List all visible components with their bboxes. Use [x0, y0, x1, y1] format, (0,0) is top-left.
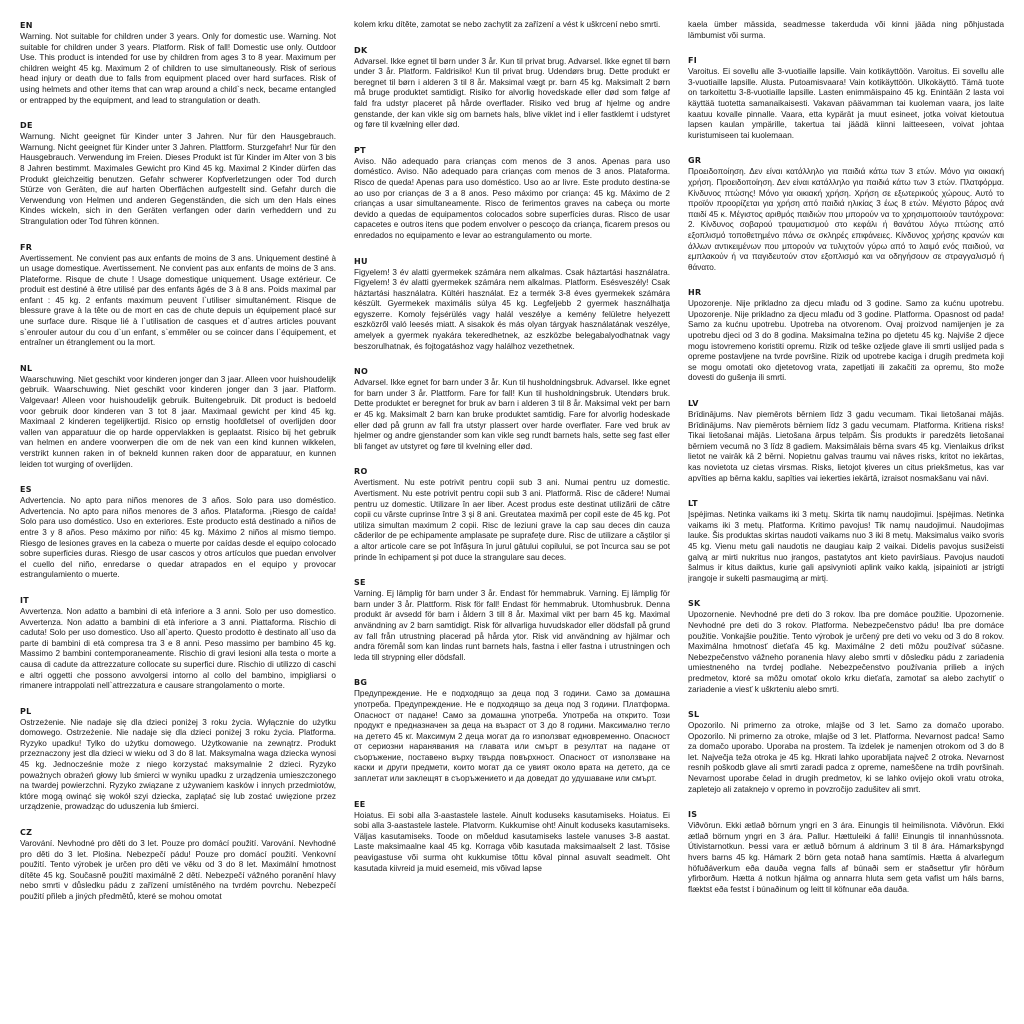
warning-text: Varování. Nevhodné pro děti do 3 let. Pouze pro domácí použití. Varování. Nevhodné pro děti do 3 let. Plošina. Nebezpečí pádu! Pouze pro domácí použití. Venkovní použití. Tento výrobek je určen pro děti ve věku od 3 do 8 let. Maximální hmotnost dítěte 45 kg. Současně použití maximálně 2 dětí. Nebezpečí vážného poranění hlavy nebo smrti v důsledku pádu z zařízení umístěného na tvrdém povrchu. Nebezpečí použití přileb a jiných předmětů, které se mohou omotat	[20, 839, 336, 901]
warning-text: Hoiatus. Ei sobi alla 3-aastastele lastele. Ainult koduseks kasutamiseks. Hoiatus. Ei sobi alla 3-aastastele lastele. Platvorm. Kukkumise oht! Ainult koduseks kasutamiseks. Väljas kasutamiseks. Toode on mõeldud kasutamiseks lastele vanuses 3-8 aastat. Laste maksimaalne kaal 45 kg. Korraga võib kasutada maksimaalselt 2 last. Tõsise peavigastuse või surma oht kukkumise tõttu kõval pinnal asuvalt seadmelt. Oht kasutada kiivreid ja muid esemeid, mis võivad lapse	[354, 810, 670, 873]
warning-text: kaela ümber mässida, seadmesse takerduda või kinni jääda ning põhjustada lämbumist või surma.	[688, 20, 1004, 40]
language-code: BG	[354, 678, 368, 688]
warning-text: Avertissement. Ne convient pas aux enfants de moins de 3 ans. Uniquement destiné à un usage domestique. Avertissement. Ne convient pas aux enfants de moins de 3 ans. Plateforme. Risque de chute ! Usage domestique uniquement. Usage extérieur. Ce produit est destiné à être utilisé par des enfants âgés de 3 à 8 ans. Poids maximal par enfant : 45 kg. 2 enfants maximum peuvent l`utiliser simultanément. Risque de blessure grave à la tête ou de mort en cas de chute depuis un équipement placé sur une surface dure. Risque lié à l`utilisation de casques et d`autres articles pouvant s`enrouler autour du cou d`un enfant, s`emmêler ou se coincer dans l`équipement, et entraîner un étranglement ou la mort.	[20, 253, 336, 348]
language-code: DK	[354, 45, 368, 55]
language-code: FR	[20, 242, 33, 252]
language-code: SK	[688, 599, 701, 609]
warning-block-de	[20, 120, 336, 227]
language-code: HU	[354, 256, 368, 266]
warning-text: kolem krku dítěte, zamotat se nebo zachytit za zařízení a vést k uškrcení nebo smrti.	[354, 20, 661, 29]
warning-block-lv	[688, 398, 1004, 484]
warning-text: Brīdinājums. Nav piemērots bērniem līdz 3 gadu vecumam. Tikai lietošanai mājās. Brīdinājums. Nav piemērots bērniem līdz 3 gadu vecumam. Platforma. Kritiena risks! Tikai lietošanai mājās. Lietošana ārpus telpām. Šis produkts ir paredzēts lietošanai bērniem vecumā no 3 līdz 8 gadiem. Maksimālais bērna svars 45 kg. Vienlaikus drīkst lietot ne vairāk kā 2 bērni. Nopietnu galvas traumu vai nāves risks, kritot no iekārtas, kas novietota uz cietas virsmas. Risks, lietojot ķiveres un citus priekšmetus, kas var apvīties ap bērna kaklu, sapīties vai iekerties iekārtā, izraisot nosmakšanu vai nāvi.	[688, 410, 1004, 483]
warning-block-sl	[688, 709, 1004, 795]
warning-text: Upozorenje. Nije prikladno za djecu mlađu od 3 godine. Samo za kućnu upotrebu. Upozorenje. Nije prikladno za djecu mlađu od 3 godine. Platforma. Opasnost od pada! Samo za kućnu upotrebu. Upotreba na otvorenom. Ovaj proizvod namijenjen je za upotrebu djeci od 3 do 8 godina. Maksimalna težina po djetetu 45 kg. Najviše 2 djece mogu istovremeno koristiti opremu. Rizik od teške ozljede glave ili smrti uslijed pada s opreme postavljene na tvrde površine. Rizik od upotrebe kaciga i drugih predmeta koji se mogu omotati oko djetetovog vrata, zapetljati ili zakačiti za opremu, što može dovesti do gušenja ili smrti.	[688, 299, 1004, 383]
language-code: LT	[688, 499, 698, 509]
warning-text: Warnung. Nicht geeignet für Kinder unter 3 Jahren. Nur für den Hausgebrauch. Warnung. Nicht geeignet für Kinder unter 3 Jahren. Plattform. Sturzgefahr! Nur für den Hausgebrauch. Verwendung im Freien. Dieses Produkt ist für Kinder im Alter von 3 bis 8 Jahren bestimmt. Maximales Gewicht pro Kind 45 kg. Maximal 2 Kinder dürfen das Produkt gleichzeitig benutzen. Gefahr schwerer Kopfverletzungen oder Tod durch Stürze von Geräten, die auf harten Oberflächen aufgestellt sind. Gefahr durch die Verwendung von Helmen und anderen Gegenständen, die sich um den Hals eines Kindes wickeln, sich in den Geräten verfangen oder darin verheddern und zu Strangulation oder Tod führen können.	[20, 132, 336, 226]
language-code: CZ	[20, 828, 33, 838]
warning-text: Upozornenie. Nevhodné pre deti do 3 rokov. Iba pre domáce použitie. Upozornenie. Nevhodné pre deti do 3 rokov. Platforma. Nebezpečenstvo pádu! Iba pre domáce použitie. Vonkajšie použitie. Tento výrobok je určený pre deti vo veku od 3 do 8 rokov. Maximálna hmotnosť dieťaťa 45 kg. Maximálne 2 deti môžu používať súčasne. Nebezpečenstvo vážneho poranenia hlavy alebo smrti v dôsledku pádu z zariadenia umiestneného na tvrdej podlahe. Nebezpečenstvo používania prilieb a iných predmetov, ktoré sa môžu omotať okolo krku dieťaťa, zamotať sa alebo zachytiť o zariadenie a viesť k uškrteniu alebo smrti.	[688, 610, 1004, 694]
warning-text: Ostrzeżenie. Nie nadaje się dla dzieci poniżej 3 roku życia. Wyłącznie do użytku domowego. Ostrzeżenie. Nie nadaje się dla dzieci poniżej 3 roku życia. Platforma. Ryzyko upadku! Tylko do użytku domowego. Użytkowanie na zewnątrz. Produkt przeznaczony jest dla dzieci w wieku od 3 do 8 lat. Maksymalna waga dziecka wynosi 45 kg. Jednocześnie może z niego korzystać maksymalnie 2 dzieci. Ryzyko poważnych obrażeń głowy lub śmierci w wyniku upadku z urządzenia umieszczonego na twardej powierzchni. Ryzyko związane z używaniem kasków i innych przedmiotów, które mogą owinąć się wokół szyi dziecka, zaplątać się lub zostać uwięzione przez urządzenie, prowadząc do uduszenia lub śmierci.	[20, 717, 336, 812]
warning-block-pt	[354, 145, 670, 242]
warning-block-continued	[688, 20, 1004, 41]
warning-text: Warning. Not suitable for children under 3 years. Only for domestic use. Warning. Not suitable for children under 3 years. Platform. Risk of fall! Domestic use only. Outdoor Use. This product is intended for use by children from ages 3 to 8 year. Maximum per children weight 45 kg. Maximum 2 of children to use simultaneously. Risk of serious head injury or death due to falls from equipment placed over hard surfaces. Risk of using helmets and other items that can wrap around a child`s neck, became entangled or entrapped by the equipment, and lead to strangulation or death.	[20, 32, 336, 105]
warning-block-bg	[354, 677, 670, 784]
warning-text: Varning. Ej lämplig för barn under 3 år. Endast för hemmabruk. Varning. Ej lämplig för barn under 3 år. Plattform. Risk för fall! Endast för hemmabruk. Utomhusbruk. Denna produkt är avsedd för barn i åldern 3 till 8 år. Maximal vikt per barn 45 kg. Maximal användning av 2 barn samtidigt. Risk för allvarliga huvudskador eller dödsfall på grund av fall från utrustning placerad på hårda ytor. Risk vid användning av hjälmar och andra föremål som kan lindas runt barnets hals, fastna i eller fastna i utrustningen och leda till strypning eller dödsfall.	[354, 589, 670, 662]
language-code: HR	[688, 288, 702, 298]
language-code: PT	[354, 145, 366, 155]
column-2	[354, 20, 670, 1024]
warning-text: Advarsel. Ikke egnet til børn under 3 år. Kun til privat brug. Advarsel. Ikke egnet til børn under 3 år. Platform. Faldrisiko! Kun til privat brug. Udendørs brug. Dette produkt er beregnet til børn i alderen 3 til 8 år. Maksimal vægt pr. barn 45 kg. Maksimalt 2 børn må bruge produktet samtidigt. Risiko for alvorlig hovedskade eller død som følge af fald fra udstyr placeret på hårde overflader. Risiko ved brug af hjelme og andre genstande, der kan vikle sig om barnets hals, blive viklet ind i eller fastklemt i udstyret og føre til kvælning eller død.	[354, 56, 670, 130]
warning-block-hu	[354, 256, 670, 353]
warning-text: Aviso. Não adequado para crianças com menos de 3 anos. Apenas para uso doméstico. Aviso. Não adequado para crianças com menos de 3 anos. Plataforma. Risco de queda! Apenas para uso doméstico. Uso ao ar livre. Este produto destina-se ao uso por crianças de 3 a 8 anos. Peso máximo por criança: 45 kg. Máximo de 2 crianças a usar simultaneamente. Risco de ferimentos graves na cabeça ou morte devido a quedas de equipamentos colocados sobre superfícies duras. Risco de usar capacetes e outros itens que podem envolver o pescoço da criança, ficarem presos ou enredados no equipamento e levar ao estrangulamento ou morte.	[354, 156, 670, 240]
language-code: FI	[688, 56, 698, 66]
column-3	[688, 20, 1004, 1024]
warning-block-fr	[20, 242, 336, 349]
warning-block-en	[20, 20, 336, 106]
warning-block-is	[688, 809, 1004, 895]
warning-block-nl	[20, 363, 336, 470]
language-code: SE	[354, 578, 366, 588]
warning-block-cz	[20, 827, 336, 903]
warning-block-no	[354, 366, 670, 452]
warning-text: Advarsel. Ikke egnet for barn under 3 år. Kun til husholdningsbruk. Advarsel. Ikke egnet for barn under 3 år. Plattform. Fare for fall! Kun til husholdningsbruk. Utendørs bruk. Dette produktet er beregnet for bruk av barn i alderen 3 til 8 år. Maksimal vekt per barn er 45 kg. Maksimalt 2 barn kan bruke produktet samtidig. Fare for alvorlig hodeskade eller død på grunn av fall fra utstyr plassert over harde overflater. Fare ved bruk av hjelmer og andre gjenstander som kan vikle seg rundt barnets hals, sette seg fast eller bli fanget av utstyret og føre til kvelning eller død.	[354, 378, 670, 451]
warning-block-gr	[688, 155, 1004, 273]
warning-block-pl	[20, 706, 336, 813]
warning-text: Varoitus. Ei sovellu alle 3-vuotiaille lapsille. Vain kotikäyttöön. Varoitus. Ei sovellu alle 3-vuotiaille lapsille. Alusta. Putoamisvaara! Vain kotikäyttöön. Ulkokäyttö. Tämä tuote on tarkoitettu 3-8-vuotiaille lapsille. Lasten enimmäispaino 45 kg. Enintään 2 lasta voi käyttää tuotetta samanaikaisesti. Vakavan päävamman tai kuoleman vaara, jos laite kaatuu kovalle pinnalle. Vaara, etta kypärät ja muut esineet, jotka voivat kietoutua lapsen kaulan ympärille, takertua tai jäädä kiinni laitteeseen, voivat johtaa kuristumiseen tai kuolemaan.	[688, 67, 1004, 140]
language-code: NO	[354, 367, 369, 377]
warning-block-se	[354, 577, 670, 663]
warning-block-it	[20, 595, 336, 692]
warning-block-hr	[688, 287, 1004, 384]
language-code: IS	[688, 810, 698, 820]
column-1	[20, 20, 336, 1024]
language-code: RO	[354, 467, 368, 477]
warning-text: Įspėjimas. Netinka vaikams iki 3 metų. Skirta tik namų naudojimui. Įspėjimas. Netinka vaikams iki 3 metų. Platforma. Kritimo pavojus! Tik namų naudojimui. Naudojimas lauke. Šis produktas skirtas naudoti vaikams nuo 3 iki 8 metų. Maksimalus vaiko svoris 45 kg. Vienu metu gali naudotis ne daugiau kaip 2 vaikai. Didelis pavojus susižeisti galvą ar mirti nukritus nuo įrangos, pastatytos ant kieto paviršiaus. Pavojus naudoti šalmus ir kitus daiktus, kurie gali apsivynioti aplink vaiko kaklą, įsipainioti ar įstrigti įrangoje ir sukelti pasmaugimą ar mirtį.	[688, 510, 1004, 583]
warning-text: Viðvörun. Ekki ætlað börnum yngri en 3 ára. Einungis til heimilisnota. Viðvörun. Ekki ætlað börnum yngri en 3 ára. Pallur. Hættuleiki á falli! Einungis til innanhússnota. Útivistarnotkun. Þessi vara er ætluð börnum á aldrinum 3 til 8 ára. Hámarksþyngd hvers barns 45 kg. Hámark 2 börn geta notað hana samtímis. Hætta á alvarlegum höfuðáverkum eða dauða vegna falls af búnaði sem er staðsettur yfir hörðum yfirborðum. Hætta á notkun hjálma og annarra hluta sem geta vafist um háls barns, flæktst eða festst í búnaðinum og leitt til köfnunar eða dauða.	[688, 821, 1004, 894]
warning-text: Opozorilo. Ni primerno za otroke, mlajše od 3 let. Samo za domačo uporabo. Opozorilo. Ni primerno za otroke, mlajše od 3 let. Platforma. Nevarnost padca! Samo za domačo uporabo. Uporaba na prostem. Ta izdelek je namenjen otrokom od 3 do 8 let. Največja teža otroka je 45 kg. Hkrati lahko uporabljata največ 2 otroka. Nevarnost resnih poškodb glave ali smrti zaradi padca z opreme, nameščene na trdih površinah. Nevarnost uporabe čelad in drugih predmetov, ki se lahko ovijejo okoli vratu otroka, zapletejo ali zataknejo v opremo in povzročijo zadušitev ali smrt.	[688, 721, 1004, 794]
warning-text: Waarschuwing. Niet geschikt voor kinderen jonger dan 3 jaar. Alleen voor huishoudelijk gebruik. Waarschuwing. Niet geschikt voor kinderen jonger dan 3 jaar. Platform. Valgevaar! Alleen voor huishoudelijk gebruik. Buitengebruik. Dit product is bedoeld voor gebruik door kinderen van 3 tot 8 jaar. Maximaal gewicht per kind 45 kg. Maximaal 2 kinderen tegelijkertijd. Risico op ernstig hoofdletsel of overlijden door vallen van apparatuur die op harde oppervlakken is geplaatst. Risico bij het gebruik van helmen en andere voorwerpen die om de nek van een kind kunnen wikkelen, verstrikt kunnen raken in of bekneld kunnen raken door de apparatuur, en kunnen leiden tot wurging of overlijden.	[20, 374, 336, 469]
warning-text: Предупреждение. Не е подходящо за деца под 3 години. Само за домашна употреба. Предупреждение. Не е подходящо за деца под 3 години. Платформа. Опасност от падане! Само за домашна употреба. Употреба на открито. Този продукт е предназначен за деца на възраст от 3 до 8 години. Максимално тегло на детето 45 кг. Максимум 2 деца могат да го използват едновременно. Опасност от сериозни наранявания на главата или смърт в резултат на падане от съоръжение, поставено върху твърда повърхност. Опасност от използване на каски и други предмети, които могат да се увият около врата на детето, да се заплетат или заклещят в съоръжението и да доведат до удушаване или смърт.	[354, 689, 670, 784]
warning-block-fi	[688, 55, 1004, 141]
warning-text: Προειδοποίηση. Δεν είναι κατάλληλο για παιδιά κάτω των 3 ετών. Μόνο για οικιακή χρήση. Προειδοποίηση. Δεν είναι κατάλληλο για παιδιά κάτω των 3 ετών. Πλατφόρμα. Κίνδυνος πτώσης! Μόνο για οικιακή χρήση. Χρήση σε εξωτερικούς χώρους. Αυτό το προϊόν προορίζεται για χρήση από παιδιά ηλικίας 3 έως 8 ετών. Μέγιστο βάρος ανά παιδί 45 κ. Μέγιστος αριθμός παιδιών που μπορούν να το χρησιμοποιούν ταυτόχρονα: 2. Κίνδυνος σοβαρού τραυματισμού στο κεφάλι ή θανάτου λόγω πτώσης από εξοπλισμό τοποθετημένο πάνω σε σκληρές επιφάνειες. Κίνδυνος χρήσης κρανών και άλλων αντικειμένων που μπορούν να τυλιχτούν γύρω από το λαιμό ενός παιδιού, να εμπλακούν ή να παγιδευτούν στον εξοπλισμό και να οδηγήσουν σε στραγγαλισμό ή θάνατο.	[688, 167, 1004, 272]
language-code: LV	[688, 399, 699, 409]
language-code: IT	[20, 595, 30, 605]
warning-text: Avertisment. Nu este potrivit pentru copii sub 3 ani. Numai pentru uz domestic. Avertisment. Nu este potrivit pentru copii sub 3 ani. Platformă. Risc de cădere! Numai pentru uz domestic. Utilizare în aer liber. Acest produs este destinat utilizării de către copii cu vârste cuprinse între 3 și 8 ani. Greutatea maximă per copil este de 45 kg. Pot utiliza simultan maximum 2 copii. Risc de leziuni grave la cap sau deces din cauza căderilor de pe echipamente amplasate pe suprafețe dure. Risc de utilizare a căștilor și a altor articole care se pot înfășura în jurul gâtului copilului, se pot încurca sau se pot prinde în echipament și pot duce la strangulare sau deces.	[354, 478, 670, 562]
language-code: EN	[20, 21, 33, 30]
language-code: NL	[20, 363, 33, 373]
language-code: EE	[354, 799, 366, 809]
language-code: DE	[20, 121, 33, 131]
warning-block-ee	[354, 799, 670, 875]
language-code: SL	[688, 710, 700, 720]
warning-text: Avvertenza. Non adatto a bambini di età inferiore a 3 anni. Solo per uso domestico. Avvertenza. Non adatto a bambini di età inferiore a 3 anni. Piattaforma. Rischio di caduta! Solo per uso domestico. Uso all`aperto. Questo prodotto è destinato all`uso da parte di bambini di età compresa tra 3 e 8 anni. Peso massimo per bambino 45 kg. Massimo 2 bambini contemporaneamente. Rischio di gravi lesioni alla testa o morte a causa di cadute da attrezzature collocate su superfici dure. Rischio di utilizzo di caschi e altri oggetti che possono avvolgersi intorno al collo del bambino, impigliarsi o rimanere intrappolati nell`attrezzatura e causare strangolamento o morte.	[20, 606, 336, 691]
warning-block-sk	[688, 598, 1004, 695]
warning-text: Advertencia. No apto para niños menores de 3 años. Solo para uso doméstico. Advertencia. No apto para niños menores de 3 años. Plataforma. ¡Riesgo de caída! Solo para uso doméstico. Uso en exteriores. Este producto está destinado a niños de entre 3 y 8 años. Peso máximo por niño: 45 kg. Máximo 2 niños al mismo tiempo. Riesgo de lesiones graves en la cabeza o muerte por caídas desde el equipo colocado sobre superficies duras. Riesgo de usar cascos y otros artículos que puedan envolver el cuello del niño, enredarse o quedar atrapados en el equipo y provocar estrangulamiento o muerte.	[20, 496, 336, 580]
warning-block-lt	[688, 498, 1004, 584]
warning-block-dk	[354, 45, 670, 131]
warning-block-es	[20, 484, 336, 581]
language-code: PL	[20, 706, 32, 716]
language-code: ES	[20, 485, 32, 495]
language-code: GR	[688, 156, 702, 166]
warning-block-ro	[354, 466, 670, 563]
warning-block-continued	[354, 20, 670, 31]
warning-text: Figyelem! 3 év alatti gyermekek számára nem alkalmas. Csak háztartási használatra. Figyelem! 3 év alatti gyermekek számára nem alkalmas. Platform. Esésveszély! Csak háztartási használatra. Kültéri használat. Ez a termék 3-8 éves gyermekek számára készült. Gyermekek maximális súlya 45 kg. Legfeljebb 2 gyermek használhatja egyszerre. Komoly fejsérülés vagy halál veszélye a kemény felületre helyezett eszközről való leesés miatt. A sisakok és más olyan tárgyak használatának veszélye, amelyek a gyermek nyakára tekeredhetnek, az eszközbe belegabalyodhatnak vagy beszorulhatnak, és fojtogatáshoz vagy halálhoz vezethetnek.	[354, 267, 670, 351]
